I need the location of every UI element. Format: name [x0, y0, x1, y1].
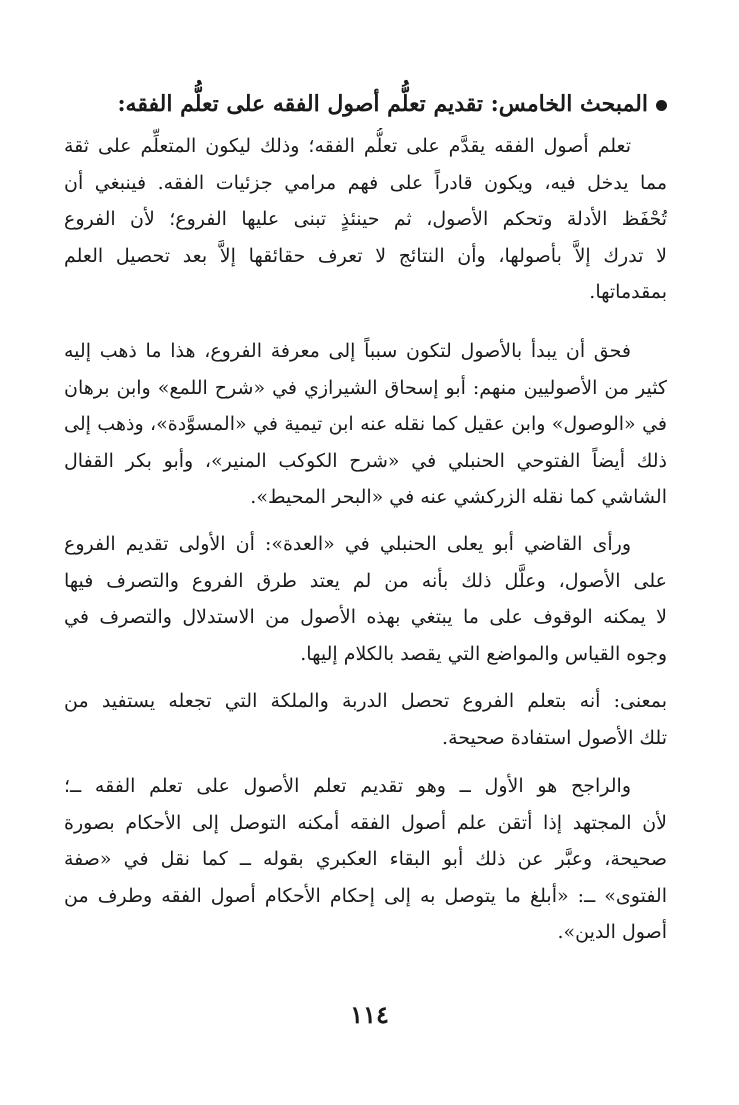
paragraph-line: ذلك أيضاً الفتوحي الحنبلي في «شرح الكوكب المنير»، وأبو بكر القفال [64, 449, 667, 472]
paragraph-line: وجوه القياس والمواضع التي يقصد بالكلام إليها. [300, 642, 667, 665]
paragraph-line: تُحْفَظ الأدلة وتحكم الأصول، ثم حينئذٍ تبنى عليها الفروع؛ لأن الفروع [64, 208, 667, 230]
paragraph-4 [64, 683, 667, 756]
paragraph-line: في «الوصول» وابن عقيل كما نقله عنه ابن تيمية في «المسوَّدة»، وذهب إلى [64, 413, 667, 435]
paragraph-line: بمقدماتها. [589, 281, 667, 303]
paragraph-3 [64, 526, 667, 672]
paragraph-line: تعلم أصول الفقه يقدَّم على تعلُّم الفقه؛ وذلك ليكون المتعلِّم على ثقة [64, 135, 631, 157]
paragraph-line: بمعنى: أنه بتعلم الفروع تحصل الدربة والملكة التي تجعله يستفيد من [64, 690, 667, 712]
paragraph-line: كثير من الأصوليين منهم: أبو إسحاق الشيرازي في «شرح اللمع» وابن برهان [64, 376, 667, 399]
paragraph-line: أصول الدين». [557, 921, 667, 943]
bullet-icon [656, 100, 667, 111]
paragraph-line: تلك الأصول استفادة صحيحة. [442, 726, 667, 749]
paragraph-2 [64, 333, 667, 516]
paragraph-line: لأن المجتهد إذا أتقن علم أصول الفقه أمكنه التوصل إلى الأحكام بصورة [64, 811, 667, 834]
paragraph-line: الشاشي كما نقله الزركشي عنه في «البحر المحيط». [250, 486, 667, 508]
page-number: ١١٤ [350, 1000, 389, 1029]
paragraph-line: مما يدخل فيه، ويكون قادراً على فهم مرامي جزئيات الفقه. فينبغي أن [64, 171, 667, 194]
paragraph-line: لا يمكنه الوقوف على ما يبتغي بهذه الأصول من الاستدلال والتصرف في [64, 606, 667, 628]
section-heading-text: المبحث الخامس: تقديم تعلُّم أصول الفقه على تعلُّم الفقه: [117, 91, 648, 117]
section-heading [67, 84, 667, 124]
paragraph-line: الفتوى» ــ: «أبلغ ما يتوصل به إلى إحكام الأحكام أصول الفقه وطرف من [64, 884, 667, 907]
paragraph-line: ورأى القاضي أبو يعلى الحنبلي في «العدة»: أن الأولى تقديم الفروع [64, 533, 631, 555]
paragraph-1 [64, 128, 667, 311]
paragraph-5 [64, 768, 667, 951]
paragraph-line: صحيحة، وعبَّر عن ذلك أبو البقاء العكبري بقوله ــ كما نقل في «صفة [64, 848, 667, 870]
paragraph-line: والراجح هو الأول ــ وهو تقديم تعلم الأصول على تعلم الفقه ــ؛ [64, 775, 631, 797]
paragraph-line: فحق أن يبدأ بالأصول لتكون سبباً إلى معرفة الفروع، هذا ما ذهب إليه [64, 340, 631, 362]
paragraph-line: لا تدرك إلاَّ بأصولها، وأن النتائج لا تعرف حقائقها إلاَّ بعد تحصيل العلم [64, 244, 667, 267]
paragraph-line: على الأصول، وعلَّل ذلك بأنه من لم يعتد طرق الفروع والتصرف فيها [64, 569, 667, 592]
